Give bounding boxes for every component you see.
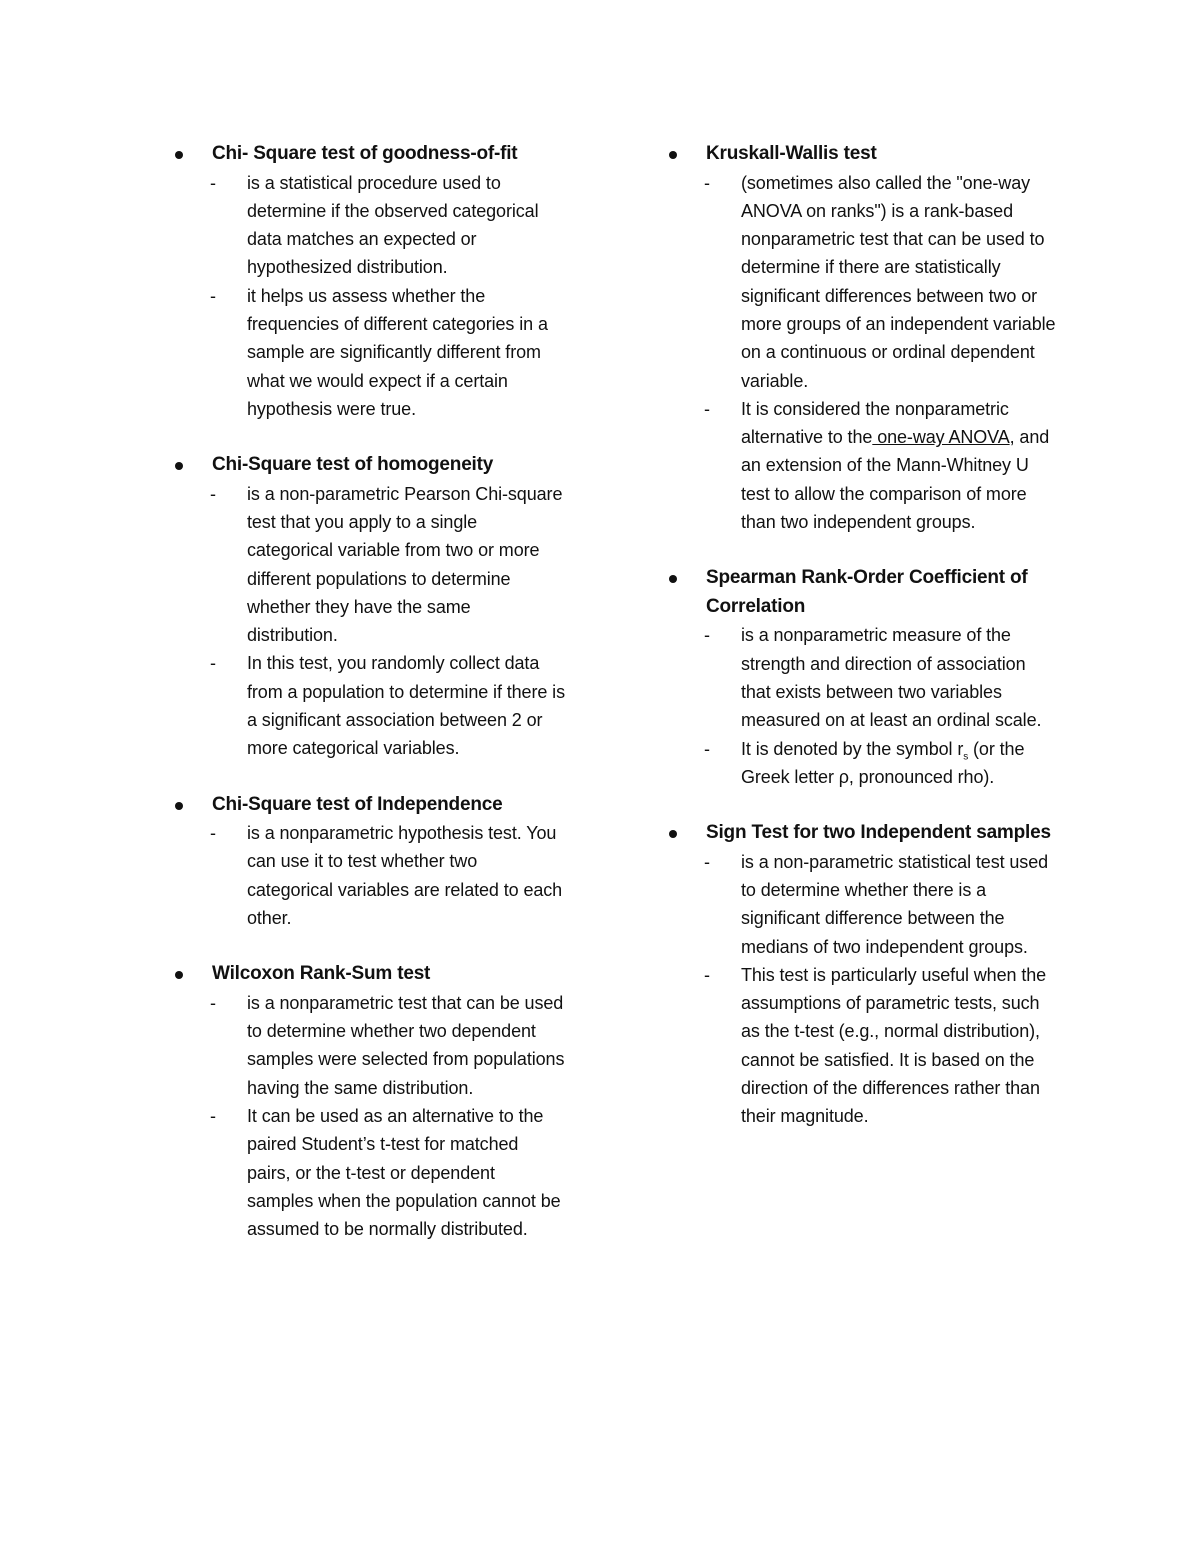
list-item (666, 169, 1066, 395)
section-wilcoxon (172, 960, 572, 1243)
section-heading: Chi-Square test of Independence (212, 793, 503, 815)
heading-row (172, 451, 572, 480)
subscript-s: s (963, 751, 969, 763)
heading-row (666, 140, 1066, 169)
heading-row (172, 960, 572, 989)
item-text-part: It is considered the nonparametric alternative to the (741, 398, 1009, 448)
bullet-icon (175, 971, 183, 979)
bullet-icon (669, 575, 677, 583)
list-item (172, 480, 572, 650)
bullet-list (666, 169, 1066, 537)
item-text: is a statistical procedure used to determine if the observed categorical data matches an expected or hypothesized distribution. (247, 172, 539, 278)
heading-row (172, 791, 572, 820)
item-text: (sometimes also called the "one-way ANOVA on ranks") is a rank-based nonparametric test that can be used to determine if there are statistically significant differences between two or more groups of an independent variable on a continuous or ordinal dependent variable. (741, 172, 1056, 391)
list-item (172, 819, 572, 932)
list-item (666, 848, 1066, 961)
section-heading: Wilcoxon Rank-Sum test (212, 963, 431, 985)
dash-marker: - (210, 1106, 216, 1127)
bullet-icon (175, 802, 183, 810)
bullet-icon (175, 151, 183, 159)
section-goodness-of-fit (172, 140, 572, 423)
dash-marker: - (704, 964, 710, 985)
section-spearman (666, 564, 1066, 791)
one-way-anova-link[interactable]: one-way ANOVA (872, 427, 1010, 448)
section-heading: Chi- Square test of goodness-of-fit (212, 143, 518, 164)
item-text: is a nonparametric test that can be used to determine whether two dependent samples were selected from populations having the same distribution. (247, 992, 565, 1098)
left-column (172, 140, 572, 1272)
section-heading: Spearman Rank-Order Coefficient of Correlation (706, 567, 1028, 617)
item-text (741, 395, 1059, 536)
bullet-list (172, 819, 572, 932)
section-sign-test (666, 819, 1066, 1130)
bullet-list (666, 848, 1066, 1131)
dash-marker: - (704, 738, 710, 759)
dash-marker: - (210, 992, 216, 1013)
item-text: is a non-parametric statistical test used to determine whether there is a significant difference between the medians of two independent groups. (741, 851, 1049, 957)
list-item (666, 395, 1066, 536)
section-heading: Chi-Square test of homogeneity (212, 454, 494, 476)
list-item (666, 735, 1066, 792)
item-text: it helps us assess whether the frequencies of different categories in a sample are significantly different from what we would expect if a certain hypothesis were true. (247, 285, 548, 419)
heading-row (172, 140, 572, 169)
bullet-list (172, 989, 572, 1244)
bullet-list (172, 169, 572, 424)
dash-marker: - (704, 851, 710, 872)
item-text: is a nonparametric hypothesis test. You can use it to test whether two categorical variables are related to each other. (247, 823, 563, 929)
item-text (741, 735, 1059, 792)
bullet-icon (669, 151, 677, 159)
list-item (172, 282, 572, 423)
dash-marker: - (704, 625, 710, 646)
list-item (172, 169, 572, 282)
item-text: In this test, you randomly collect data from a population to determine if there is a significant association between 2 or more categorical variables. (247, 653, 565, 759)
dash-marker: - (210, 823, 216, 844)
bullet-list (666, 621, 1066, 791)
item-text-part: (or the Greek letter ρ, pronounced rho). (741, 738, 1025, 787)
item-text: is a nonparametric measure of the strength and direction of association that exists between two variables measured on at least an ordinal scale. (741, 625, 1042, 731)
list-item (666, 961, 1066, 1131)
dash-marker: - (210, 653, 216, 674)
bullet-icon (175, 462, 183, 470)
item-text: is a non-parametric Pearson Chi-square test that you apply to a single categorical variable from two or more different populations to determine whether they have the same distribution. (247, 483, 563, 646)
section-independence (172, 791, 572, 933)
section-heading: Sign Test for two Independent samples (706, 822, 1051, 844)
dash-marker: - (210, 172, 216, 193)
section-kruskal-wallis (666, 140, 1066, 536)
bullet-icon (669, 830, 677, 838)
list-item (172, 989, 572, 1102)
section-homogeneity (172, 451, 572, 762)
dash-marker: - (210, 285, 216, 306)
item-text: This test is particularly useful when the assumptions of parametric tests, such as the t-test (e.g., normal distribution), cannot be satisfied. It is based on the direction of the differences rather than their magnitude. (741, 964, 1047, 1127)
heading-row (666, 564, 1066, 621)
list-item (172, 1102, 572, 1243)
heading-row (666, 819, 1066, 848)
item-text: It can be used as an alternative to the paired Student’s t-test for matched pairs, or the t-test or dependent samples when the population cannot be assumed to be normally distributed. (247, 1106, 561, 1240)
item-text-part: , and an extension of the Mann-Whitney U test to allow the comparison of more than two independent groups. (741, 427, 1050, 533)
dash-marker: - (704, 172, 710, 193)
section-heading: Kruskall-Wallis test (706, 143, 877, 164)
list-item (666, 621, 1066, 734)
dash-marker: - (704, 398, 710, 419)
dash-marker: - (210, 483, 216, 504)
list-item (172, 649, 572, 762)
bullet-list (172, 480, 572, 763)
item-text-part: It is denoted by the symbol r (741, 738, 964, 759)
right-column (666, 140, 1066, 1159)
